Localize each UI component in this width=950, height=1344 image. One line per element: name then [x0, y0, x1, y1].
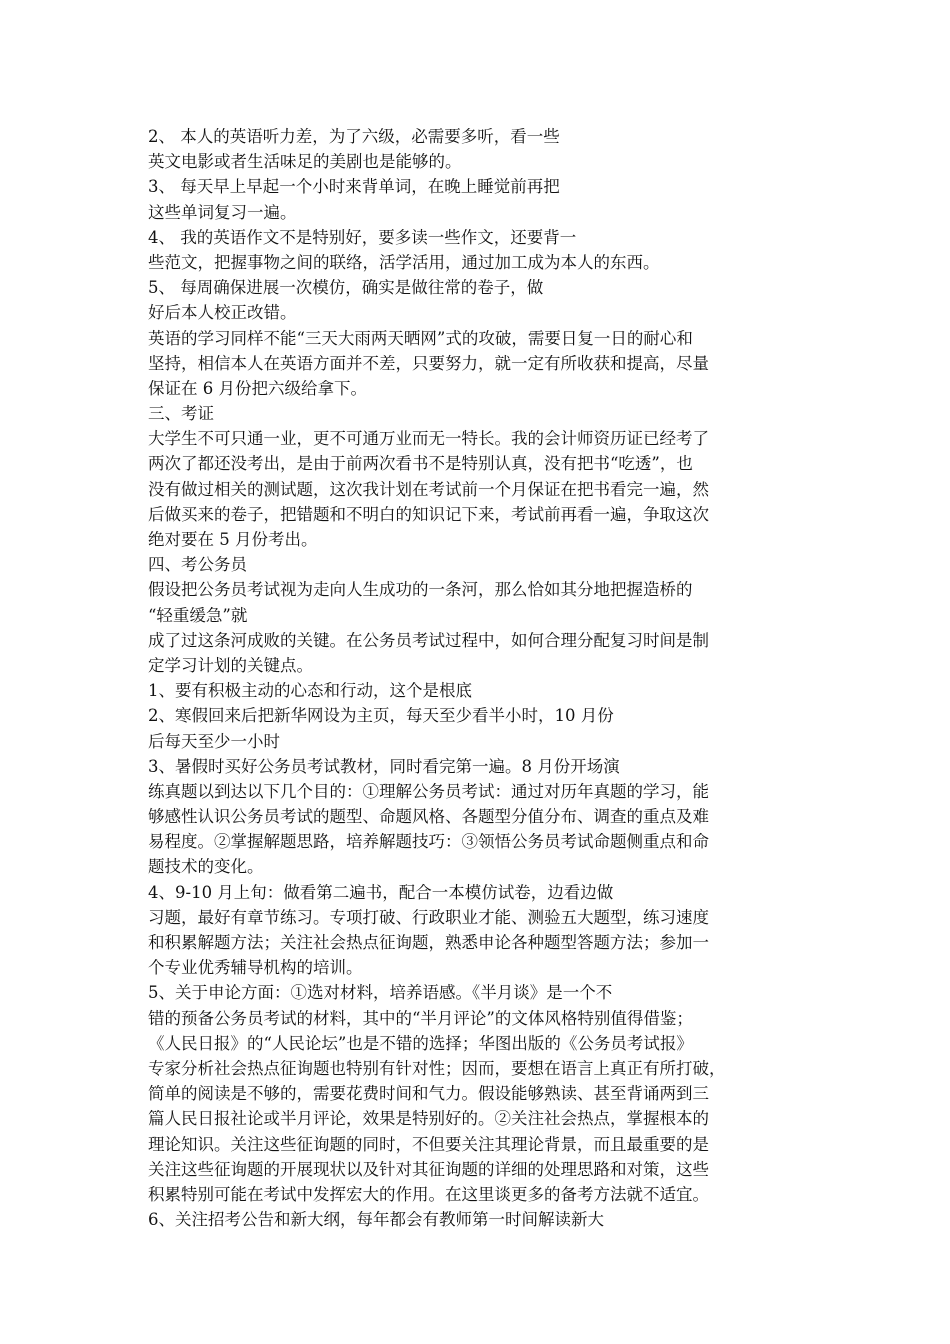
text-line: “轻重缓急”就: [148, 605, 248, 625]
text-line: 题技术的变化。: [148, 857, 264, 877]
text-line: 保证在 6 月份把六级给拿下。: [148, 378, 367, 398]
text-line: 绝对要在 5 月份考出。: [148, 530, 318, 549]
text-line: 没有做过相关的测试题，这次我计划在考试前一个月保证在把书看完一遍，然: [148, 479, 709, 499]
text-line: 《人民日报》的“人民论坛”也是不错的选择；华图出版的《公务员考试报》: [148, 1033, 693, 1053]
text-line: 后做买来的卷子，把错题和不明白的知识记下来，考试前再看一遍，争取这次: [148, 504, 709, 524]
text-line: 英语的学习同样不能“三天大雨两天晒网”式的攻破，需要日复一日的耐心和: [148, 328, 693, 348]
text-line: 易程度。②掌握解题思路，培养解题技巧：③领悟公务员考试命题侧重点和命: [148, 832, 709, 852]
text-line: 假设把公务员考试视为走向人生成功的一条河，那么恰如其分地把握造桥的: [148, 580, 693, 600]
text-line: 积累特别可能在考试中发挥宏大的作用。在这里谈更多的备考方法就不适宜。: [148, 1184, 709, 1204]
text-line: 1、要有积极主动的心态和行动，这个是根底: [148, 681, 472, 701]
text-line: 定学习计划的关键点。: [148, 655, 313, 675]
text-line: 5、关于申论方面：①选对材料，培养语感。《半月谈》是一个不: [148, 983, 613, 1003]
section-heading: 四、考公务员: [148, 555, 247, 575]
text-line: 练真题以到达以下几个目的：①理解公务员考试：通过对历年真题的学习，能: [148, 781, 709, 801]
text-line: 简单的阅读是不够的，需要花费时间和气力。假设能够熟读、甚至背诵两到三: [148, 1084, 709, 1104]
text-line: 专家分析社会热点征询题也特别有针对性；因而，要想在语言上真正有所打破，: [148, 1058, 726, 1078]
text-line: 好后本人校正改错。: [148, 303, 297, 323]
text-line: 个专业优秀辅导机构的培训。: [148, 958, 363, 978]
text-line: 英文电影或者生活味足的美剧也是能够的。: [148, 152, 462, 172]
text-line: 大学生不可只通一业，更不可通万业而无一特长。我的会计师资历证已经考了: [148, 429, 709, 449]
text-line: 2、 本人的英语听力差，为了六级，必需要多听，看一些: [148, 127, 560, 146]
text-line: 5、 每周确保进展一次模仿，确实是做往常的卷子，做: [148, 278, 544, 298]
text-line: 关注这些征询题的开展现状以及针对其征询题的详细的处理思路和对策，这些: [148, 1159, 709, 1179]
text-line: 两次了都还没考出，是由于前两次看书不是特别认真，没有把书“吃透”，也: [148, 454, 693, 474]
text-line: 理论知识。关注这些征询题的同时，不但要关注其理论背景，而且最重要的是: [148, 1134, 709, 1154]
document-body: [148, 124, 813, 1232]
text-line: 2、寒假回来后把新华网设为主页，每天至少看半小时，10 月份: [148, 706, 614, 726]
text-line: 坚持，相信本人在英语方面并不差，只要努力，就一定有所收获和提高，尽量: [148, 353, 709, 373]
text-line: 和积累解题方法；关注社会热点征询题，熟悉申论各种题型答题方法；参加一: [148, 933, 709, 952]
section-heading: 三、考证: [148, 404, 214, 424]
text-line: 习题，最好有章节练习。专项打破、行政职业才能、测验五大题型，练习速度: [148, 907, 709, 927]
text-line: 后每天至少一小时: [148, 731, 280, 751]
text-line: 3、 每天早上早起一个小时来背单词，在晚上睡觉前再把: [148, 177, 560, 197]
text-line: 些范文，把握事物之间的联络，活学活用，通过加工成为本人的东西。: [148, 252, 660, 272]
text-line: 篇人民日报社论或半月评论，效果是特别好的。②关注社会热点，掌握根本的: [148, 1109, 709, 1129]
text-line: 3、暑假时买好公务员考试教材，同时看完第一遍。8 月份开场演: [148, 756, 620, 776]
text-line: 错的预备公务员考试的材料，其中的“半月评论”的文体风格特别值得借鉴；: [148, 1008, 693, 1028]
text-line: 4、 我的英语作文不是特别好，要多读一些作文，还要背一: [148, 227, 577, 247]
text-line: 6、关注招考公告和新大纲，每年都会有教师第一时间解读新大: [148, 1210, 604, 1230]
text-line: 成了过这条河成败的关键。在公务员考试过程中，如何合理分配复习时间是制: [148, 630, 709, 650]
text-line: 4、9-10 月上旬：做看第二遍书，配合一本模仿试卷，边看边做: [148, 882, 614, 902]
text-line: 够感性认识公务员考试的题型、命题风格、各题型分值分布、调查的重点及难: [148, 807, 709, 827]
text-line: 这些单词复习一遍。: [148, 202, 297, 222]
